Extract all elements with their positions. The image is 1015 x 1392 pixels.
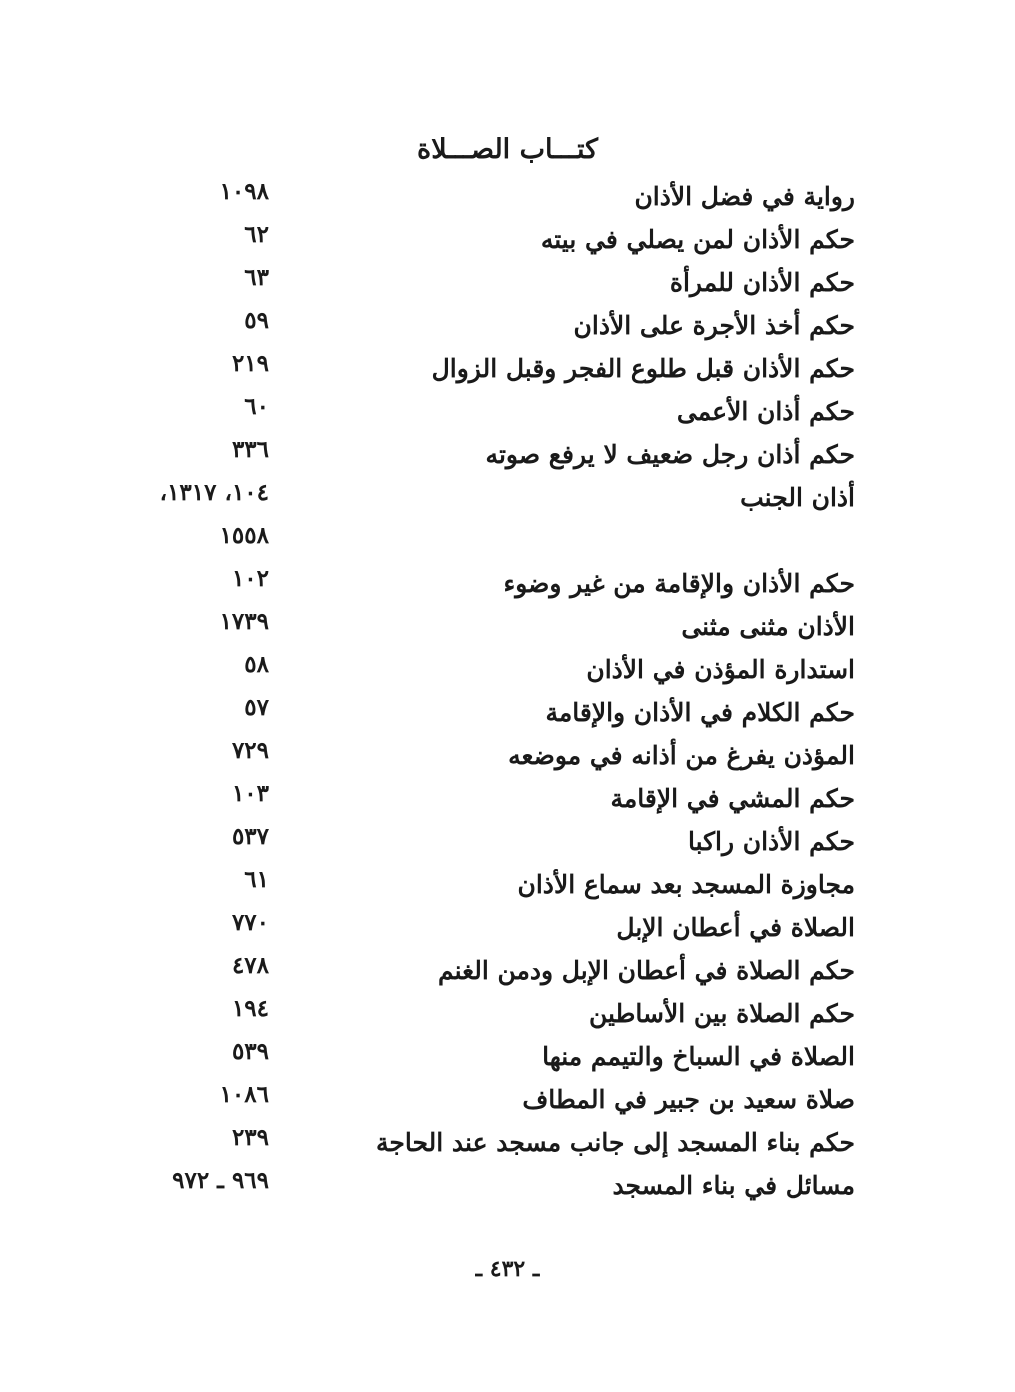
entry-topic: حكم الكلام في الأذان والإقامة	[545, 698, 855, 727]
page-number: ـ ٤٣٢ ـ	[475, 1256, 540, 1282]
entry-topic: أذان الجنب	[740, 483, 855, 512]
index-entry	[0, 221, 1015, 264]
entry-topic: المؤذن يفرغ من أذانه في موضعه	[508, 741, 855, 770]
index-list	[0, 178, 1015, 1210]
index-entry	[0, 823, 1015, 866]
entry-pages: ١٩٤	[231, 995, 269, 1022]
entry-topic: حكم الصلاة بين الأساطين	[588, 999, 855, 1028]
entry-pages: ٢٣٩	[231, 1124, 269, 1151]
entry-topic: حكم المشي في الإقامة	[610, 784, 855, 813]
entry-pages: ٦٠	[244, 393, 269, 420]
entry-pages: ٦١	[244, 866, 269, 893]
entry-pages: ٥٣٩	[231, 1038, 269, 1065]
entry-topic: مسائل في بناء المسجد	[612, 1171, 855, 1200]
entry-pages: ٤٧٨	[231, 952, 269, 979]
index-entry	[0, 866, 1015, 909]
entry-topic: حكم بناء المسجد إلى جانب مسجد عند الحاجة	[376, 1128, 855, 1157]
entry-topic: حكم الأذان والإقامة من غير وضوء	[503, 569, 855, 598]
index-entry	[0, 479, 1015, 522]
entry-pages: ٣٣٦	[231, 436, 269, 463]
entry-topic: الأذان مثنى مثنى	[681, 612, 855, 641]
index-entry	[0, 995, 1015, 1038]
entry-pages: ١٠٩٨	[219, 178, 269, 205]
entry-topic: صلاة سعيد بن جبير في المطاف	[522, 1085, 855, 1114]
index-entry	[0, 1124, 1015, 1167]
entry-pages: ١٠٨٦	[219, 1081, 269, 1108]
entry-pages: ٥٩	[244, 307, 269, 334]
entry-pages: ١٠٤، ١٣١٧،	[159, 479, 269, 506]
index-entry	[0, 952, 1015, 995]
index-entry	[0, 780, 1015, 823]
entry-topic: الصلاة في أعطان الإبل	[616, 913, 855, 942]
index-entry	[0, 694, 1015, 737]
entry-topic: رواية في فضل الأذان	[634, 182, 855, 211]
entry-pages: ١٠٣	[231, 780, 269, 807]
entry-pages: ٧٢٩	[231, 737, 269, 764]
index-entry	[0, 909, 1015, 952]
entry-topic: حكم الأذان للمرأة	[669, 268, 855, 297]
page-title: كتـــاب الصـــلاة	[417, 134, 598, 165]
index-entry	[0, 264, 1015, 307]
index-entry	[0, 1167, 1015, 1210]
entry-pages: ١٠٢	[231, 565, 269, 592]
entry-pages: ٥٣٧	[231, 823, 269, 850]
index-entry	[0, 1081, 1015, 1124]
index-entry	[0, 565, 1015, 608]
entry-topic: حكم أذان رجل ضعيف لا يرفع صوته	[485, 440, 855, 469]
index-entry	[0, 651, 1015, 694]
entry-pages: ٥٨	[244, 651, 269, 678]
index-entry	[0, 178, 1015, 221]
entry-topic: حكم الأذان لمن يصلي في بيته	[540, 225, 855, 254]
index-entry	[0, 393, 1015, 436]
entry-pages: ١٥٥٨	[219, 522, 269, 549]
entry-pages: ٦٢	[244, 221, 269, 248]
entry-pages: ٩٦٩ ـ ٩٧٢	[172, 1167, 269, 1194]
index-entry	[0, 307, 1015, 350]
entry-topic: الصلاة في السباخ والتيمم منها	[542, 1042, 855, 1071]
index-entry-continuation	[0, 522, 1015, 565]
index-entry	[0, 608, 1015, 651]
entry-topic: حكم أخذ الأجرة على الأذان	[573, 311, 855, 340]
entry-topic: استدارة المؤذن في الأذان	[586, 655, 855, 684]
entry-topic: حكم أذان الأعمى	[676, 397, 855, 426]
entry-pages: ١٧٣٩	[219, 608, 269, 635]
entry-pages: ٧٧٠	[231, 909, 269, 936]
entry-pages: ٦٣	[244, 264, 269, 291]
index-entry	[0, 737, 1015, 780]
entry-topic: حكم الأذان قبل طلوع الفجر وقبل الزوال	[431, 354, 855, 383]
index-entry	[0, 436, 1015, 479]
entry-topic: حكم الأذان راكبا	[687, 827, 855, 856]
index-entry	[0, 1038, 1015, 1081]
index-entry	[0, 350, 1015, 393]
entry-pages: ٢١٩	[231, 350, 269, 377]
entry-topic: مجاوزة المسجد بعد سماع الأذان	[517, 870, 855, 899]
entry-pages: ٥٧	[244, 694, 269, 721]
entry-topic: حكم الصلاة في أعطان الإبل ودمن الغنم	[437, 956, 855, 985]
